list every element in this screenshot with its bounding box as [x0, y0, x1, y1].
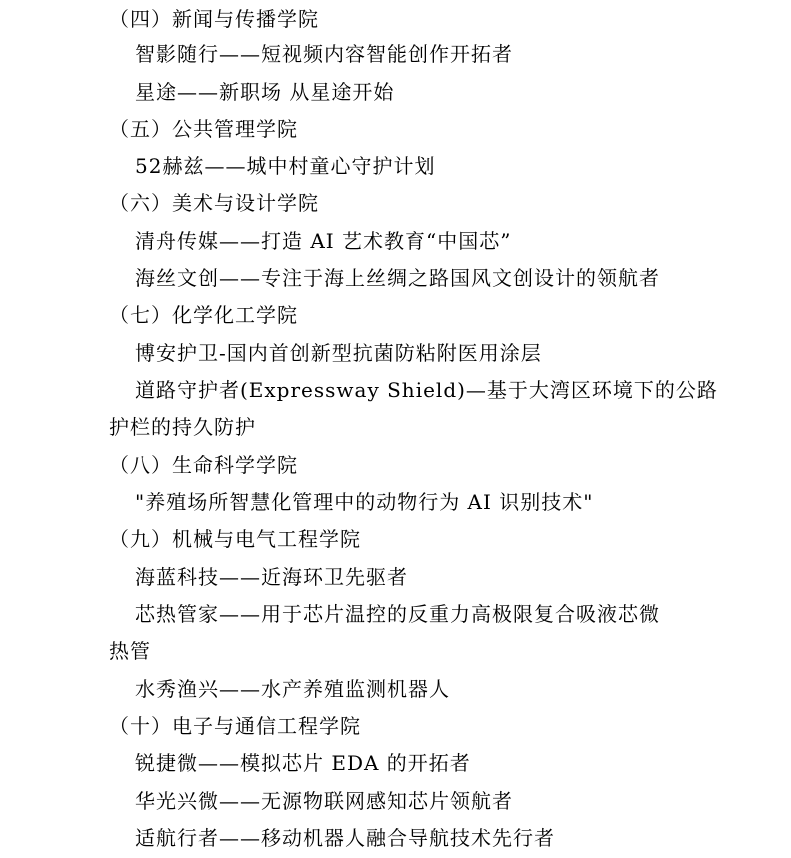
project-item: 水秀渔兴——水产养殖监测机器人 — [135, 677, 450, 701]
project-item: 52赫兹——城中村童心守护计划 — [135, 154, 436, 178]
section-heading-10: （十）电子与通信工程学院 — [109, 714, 361, 738]
project-item: 华光兴微——无源物联网感知芯片领航者 — [135, 789, 513, 813]
project-item: 海丝文创——专注于海上丝绸之路国风文创设计的领航者 — [135, 266, 660, 290]
project-item-continuation: 护栏的持久防护 — [109, 415, 256, 439]
project-item: 锐捷微——模拟芯片 EDA 的开拓者 — [135, 751, 471, 775]
project-item: 适航行者——移动机器人融合导航技术先行者 — [135, 826, 555, 850]
section-heading-5: （五）公共管理学院 — [109, 117, 298, 141]
project-item: "养殖场所智慧化管理中的动物行为 AI 识别技术" — [135, 490, 594, 514]
section-heading-8: （八）生命科学学院 — [109, 453, 298, 477]
section-heading-4: （四）新闻与传播学院 — [109, 7, 319, 31]
project-item: 芯热管家——用于芯片温控的反重力高极限复合吸液芯微 — [135, 602, 660, 626]
project-item-continuation: 热管 — [109, 639, 151, 663]
project-item: 道路守护者(Expressway Shield)—基于大湾区环境下的公路 — [135, 378, 718, 402]
project-item: 智影随行——短视频内容智能创作开拓者 — [135, 42, 513, 66]
project-item: 博安护卫-国内首创新型抗菌防粘附医用涂层 — [135, 341, 542, 365]
project-item: 海蓝科技——近海环卫先驱者 — [135, 565, 408, 589]
section-heading-7: （七）化学化工学院 — [109, 303, 298, 327]
project-item: 星途——新职场 从星途开始 — [135, 80, 395, 104]
section-heading-9: （九）机械与电气工程学院 — [109, 527, 361, 551]
section-heading-6: （六）美术与设计学院 — [109, 191, 319, 215]
project-item: 清舟传媒——打造 AI 艺术教育“中国芯” — [135, 229, 512, 253]
